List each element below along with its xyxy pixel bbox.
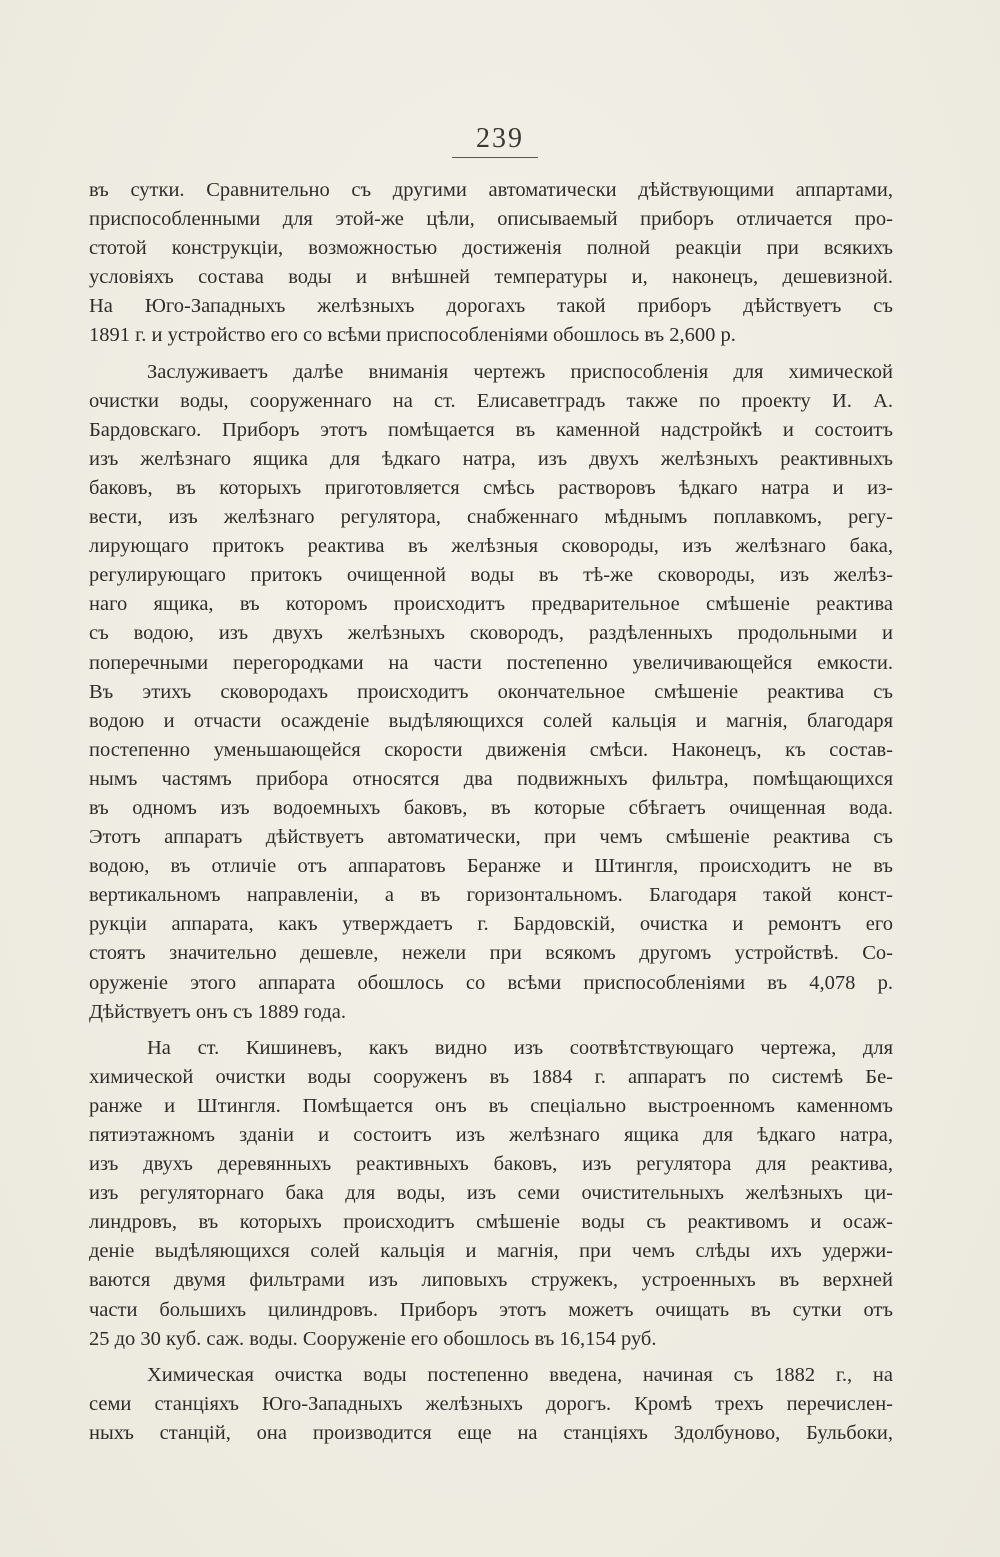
text-line: части большихъ цилиндровъ. Приборъ этотъ можетъ очищать въ сутки отъ: [89, 1298, 893, 1321]
text-line: пятиэтажномъ зданіи и состоитъ изъ желѣзнаго ящика для ѣдкаго натра,: [89, 1124, 893, 1146]
text-line: Въ этихъ сковородахъ происходитъ окончательное смѣшеніе реактива съ: [89, 680, 893, 703]
text-line: семи станціяхъ Юго-Западныхъ желѣзныхъ дорогъ. Кромѣ трехъ перечислен-: [89, 1392, 893, 1415]
text-line: поперечными перегородками на части постепенно увеличивающейся емкости.: [89, 651, 893, 674]
text-line: Заслуживаетъ далѣе вниманія чертежъ приспособленія для химической: [147, 360, 893, 383]
text-line: Бардовскаго. Приборъ этотъ помѣщается въ каменной надстройкѣ и состоитъ: [89, 418, 893, 441]
text-line: На ст. Кишиневъ, какъ видно изъ соотвѣтствующаго чертежа, для: [147, 1036, 893, 1059]
text-line: вертикальномъ направленіи, а въ горизонтальномъ. Благодаря такой конст-: [89, 884, 893, 907]
text-line: 25 до 30 куб. саж. воды. Сооруженіе его обошлось въ 16,154 руб.: [89, 1327, 657, 1350]
text-line: ваются двумя фильтрами изъ липовыхъ стружекъ, устроенныхъ въ верхней: [89, 1269, 893, 1292]
text-line: изъ регуляторнаго бака для воды, изъ семи очистительныхъ желѣзныхъ ци-: [89, 1182, 893, 1205]
text-line: водою, въ отличіе отъ аппаратовъ Беранже и Штингля, происходитъ не въ: [89, 855, 893, 878]
text-line: регулирующаго притокъ очищенной воды въ тѣ-же сковороды, изъ желѣз-: [89, 564, 893, 587]
text-line: На Юго-Западныхъ желѣзныхъ дорогахъ такой приборъ дѣйствуетъ съ: [89, 295, 893, 318]
text-line: изъ двухъ деревянныхъ реактивныхъ баковъ, изъ регулятора для реактива,: [89, 1153, 893, 1176]
text-line: ныхъ станцій, она производится еще на станціяхъ Здолбуново, Бульбоки,: [89, 1421, 893, 1444]
text-line: въ сутки. Сравнительно съ другими автоматически дѣйствующими аппартами,: [89, 179, 893, 201]
text-line: лирующаго притокъ реактива въ желѣзныя сковороды, изъ желѣзнаго бака,: [89, 535, 893, 558]
text-line: деніе выдѣляющихся солей кальція и магнія, при чемъ слѣды ихъ удержи-: [89, 1240, 893, 1263]
text-line: баковъ, въ которыхъ приготовляется смѣсь растворовъ ѣдкаго натра и из-: [89, 476, 893, 499]
text-line: съ водою, изъ двухъ желѣзныхъ сковородъ, раздѣленныхъ продольными и: [89, 622, 893, 645]
text-line: 1891 г. и устройство его со всѣми приспособленіями обошлось въ 2,600 р.: [89, 324, 736, 347]
body-text: [89, 176, 893, 1448]
text-line: нымъ частямъ прибора относятся два подвижныхъ фильтра, помѣщающихся: [89, 767, 893, 790]
text-line: Этотъ аппаратъ дѣйствуетъ автоматически, при чемъ смѣшеніе реактива съ: [89, 826, 893, 849]
text-line: оруженіе этого аппарата обошлось со всѣми приспособленіями въ 4,078 р.: [89, 971, 893, 994]
page-number: 239: [476, 123, 524, 154]
text-line: стотой конструкціи, возможностью достиженія полной реакціи при всякихъ: [89, 237, 893, 260]
text-line: въ одномъ изъ водоемныхъ баковъ, въ которые сбѣгаетъ очищенная вода.: [89, 796, 893, 819]
text-line: очистки воды, сооруженнаго на ст. Елисаветградъ также по проекту И. А.: [89, 389, 893, 412]
text-line: Дѣйствуетъ онъ съ 1889 года.: [89, 1000, 346, 1023]
text-line: изъ желѣзнаго ящика для ѣдкаго натра, изъ двухъ желѣзныхъ реактивныхъ: [89, 447, 893, 470]
text-line: приспособленными для этой-же цѣли, описываемый приборъ отличается про-: [89, 208, 893, 231]
text-line: условіяхъ состава воды и внѣшней температуры и, наконецъ, дешевизной.: [89, 266, 893, 289]
text-line: рукціи аппарата, какъ утверждаетъ г. Бардовскій, очистка и ремонтъ его: [89, 913, 893, 936]
text-line: водою и отчасти осажденіе выдѣляющихся солей кальція и магнія, благодаря: [89, 709, 893, 732]
text-line: наго ящика, въ которомъ происходитъ предварительное смѣшеніе реактива: [89, 593, 893, 616]
text-line: стоятъ значительно дешевле, нежели при всякомъ другомъ устройствѣ. Со-: [89, 942, 893, 965]
text-line: химической очистки воды сооруженъ въ 1884 г. аппаратъ по системѣ Бе-: [89, 1065, 893, 1088]
page-number-rule: [452, 157, 538, 158]
text-line: постепенно уменьшающейся скорости движенія смѣси. Наконецъ, къ состав-: [89, 738, 893, 761]
text-line: Химическая очистка воды постепенно введена, начиная съ 1882 г., на: [147, 1363, 893, 1386]
text-line: линдровъ, въ которыхъ происходитъ смѣшеніе воды съ реактивомъ и осаж-: [89, 1211, 893, 1234]
text-line: ранже и Штингля. Помѣщается онъ въ спеціально выстроенномъ каменномъ: [89, 1094, 893, 1117]
text-line: вести, изъ желѣзнаго регулятора, снабженнаго мѣднымъ поплавкомъ, регу-: [89, 506, 893, 529]
